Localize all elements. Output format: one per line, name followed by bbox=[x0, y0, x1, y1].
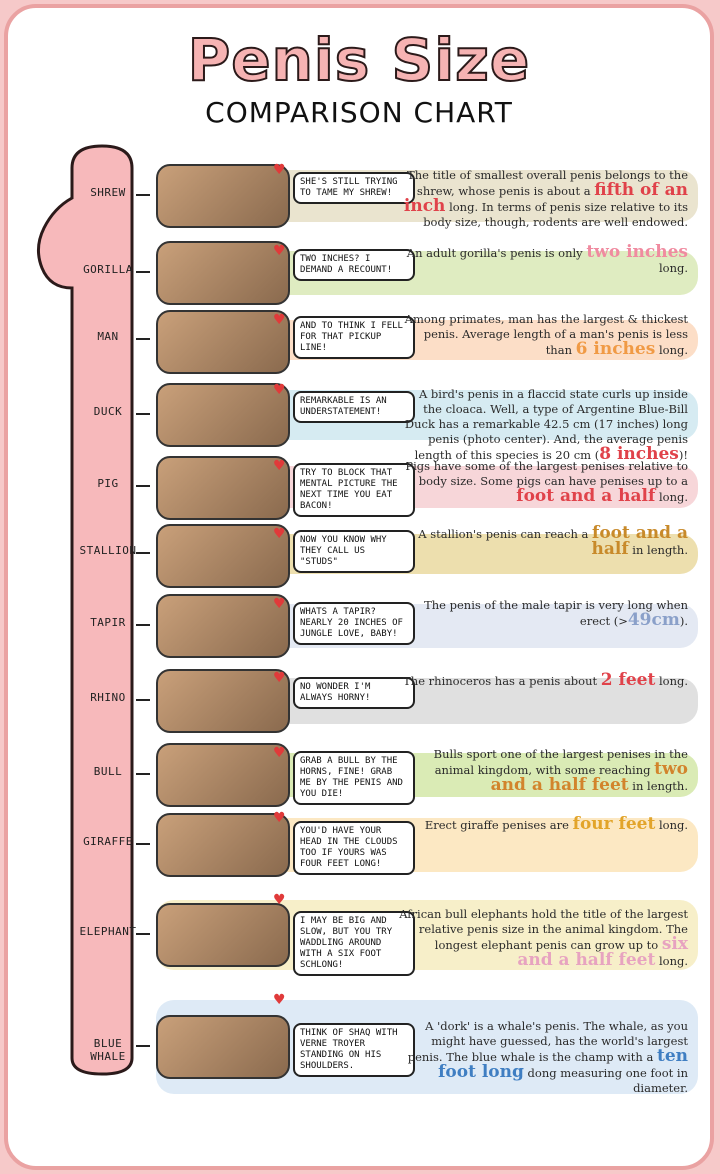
ruler-label: DUCK bbox=[93, 405, 123, 418]
animal-illustration bbox=[156, 1015, 290, 1079]
fact-post: in length. bbox=[628, 779, 688, 793]
fact-pre: A stallion's penis can reach a bbox=[418, 527, 593, 541]
ruler-tick bbox=[136, 552, 150, 554]
fact-post: long. bbox=[655, 818, 688, 832]
heart-icon: ♥ bbox=[273, 892, 286, 908]
fact-post: )! bbox=[678, 448, 688, 462]
heart-icon: ♥ bbox=[273, 745, 286, 761]
fact-post: long. bbox=[655, 954, 688, 968]
speech-bubble: NOW YOU KNOW WHY THEY CALL US "STUDS" bbox=[293, 530, 415, 573]
speech-bubble: NO WONDER I'M ALWAYS HORNY! bbox=[293, 677, 415, 709]
speech-bubble: REMARKABLE IS AN UNDERSTATEMENT! bbox=[293, 391, 415, 423]
row-bull bbox=[8, 743, 710, 803]
fact-text bbox=[398, 598, 688, 629]
fact-pre: Erect giraffe penises are bbox=[424, 818, 573, 832]
ruler-label: RHINO bbox=[90, 691, 126, 704]
ruler-label: MAN bbox=[97, 330, 119, 343]
row-tapir bbox=[8, 594, 710, 654]
fact-highlight: 8 inches bbox=[599, 444, 679, 464]
ruler-tick bbox=[136, 624, 150, 626]
fact-highlight: four feet bbox=[572, 814, 656, 834]
fact-post: long. In terms of penis size relative to its body size, though, rodents are well endowed. bbox=[423, 200, 688, 229]
fact-text bbox=[398, 387, 688, 463]
speech-bubble: SHE'S STILL TRYING TO TAME MY SHREW! bbox=[293, 172, 415, 204]
speech-bubble: YOU'D HAVE YOUR HEAD IN THE CLOUDS TOO IF YOURS WAS FOUR FEET LONG! bbox=[293, 821, 415, 875]
speech-bubble: TWO INCHES? I DEMAND A RECOUNT! bbox=[293, 249, 415, 281]
speech-bubble: THINK OF SHAQ WITH VERNE TROYER STANDING ON HIS SHOULDERS. bbox=[293, 1023, 415, 1077]
row-rhino bbox=[8, 668, 710, 730]
heart-icon: ♥ bbox=[273, 810, 286, 826]
fact-pre: An adult gorilla's penis is only bbox=[406, 246, 587, 260]
ruler-tick bbox=[136, 773, 150, 775]
fact-post: long. bbox=[655, 343, 688, 357]
fact-text bbox=[398, 670, 688, 690]
animal-illustration bbox=[156, 310, 290, 374]
row-giraffe bbox=[8, 808, 710, 878]
ruler-label: TAPIR bbox=[90, 616, 126, 629]
fact-post: long. bbox=[658, 261, 688, 275]
fact-highlight: 6 inches bbox=[575, 339, 656, 359]
fact-text bbox=[398, 242, 688, 276]
fact-highlight: 49cm bbox=[627, 610, 680, 630]
ruler-label: PIG bbox=[97, 477, 119, 490]
fact-highlight: 2 feet bbox=[600, 670, 656, 690]
animal-illustration bbox=[156, 669, 290, 733]
fact-pre: Among primates, man has the largest & thickest penis. Average length of a man's penis is less than bbox=[404, 312, 688, 357]
fact-text bbox=[398, 747, 688, 794]
fact-highlight: six and a half feet bbox=[517, 934, 688, 970]
speech-bubble: GRAB A BULL BY THE HORNS, FINE! GRAB ME BY THE PENIS AND YOU DIE! bbox=[293, 751, 415, 805]
heart-icon: ♥ bbox=[273, 382, 286, 398]
ruler-label: BULL bbox=[93, 765, 123, 778]
fact-pre: Bulls sport one of the largest penises in the animal kingdom, with some reaching bbox=[433, 747, 688, 777]
animal-illustration bbox=[156, 743, 290, 807]
ruler-label: GIRAFFE bbox=[83, 835, 133, 848]
heart-icon: ♥ bbox=[273, 243, 286, 259]
ruler-label: ELEPHANT bbox=[79, 925, 137, 938]
ruler-label: GORILLA bbox=[83, 263, 133, 276]
ruler-tick bbox=[136, 699, 150, 701]
ruler-tick bbox=[136, 271, 150, 273]
animal-illustration bbox=[156, 456, 290, 520]
fact-text bbox=[398, 1019, 688, 1096]
row-shrew bbox=[8, 160, 710, 228]
fact-pre: African bull elephants hold the title of the largest relative penis size in the animal kingdom. The longest elephant penis can grow up to bbox=[399, 907, 688, 952]
fact-pre: A bird's penis in a flaccid state curls up inside the cloaca. Well, a type of Argentine Blue-Bill Duck has a remarkable 42.5 cm (17 inches) long penis (photo center). And, the average penis length of this species is 20 cm ( bbox=[404, 387, 688, 462]
animal-illustration bbox=[156, 903, 290, 967]
row-duck bbox=[8, 380, 710, 464]
fact-text bbox=[398, 523, 688, 559]
speech-bubble: TRY TO BLOCK THAT MENTAL PICTURE THE NEXT TIME YOU EAT BACON! bbox=[293, 463, 415, 517]
ruler-tick bbox=[136, 338, 150, 340]
ruler-tick bbox=[136, 485, 150, 487]
fact-post: dong measuring one foot in diameter. bbox=[523, 1066, 688, 1095]
fact-pre: A 'dork' is a whale's penis. The whale, as you might have guessed, has the world's largest penis. The blue whale is the champ with a bbox=[407, 1019, 688, 1064]
fact-highlight: two inches bbox=[586, 242, 688, 262]
fact-post: long. bbox=[655, 674, 688, 688]
fact-highlight: ten foot long bbox=[438, 1046, 688, 1082]
fact-text bbox=[398, 907, 688, 969]
ruler-label: SHREW bbox=[90, 186, 126, 199]
ruler-tick bbox=[136, 1045, 150, 1047]
animal-illustration bbox=[156, 241, 290, 305]
animal-illustration bbox=[156, 383, 290, 447]
ruler-tick bbox=[136, 413, 150, 415]
speech-bubble: I MAY BE BIG AND SLOW, BUT YOU TRY WADDLING AROUND WITH A SIX FOOT SCHLONG! bbox=[293, 911, 415, 976]
ruler-tick bbox=[136, 843, 150, 845]
fact-text bbox=[398, 168, 688, 230]
fact-post: ). bbox=[679, 614, 688, 628]
ruler-tick bbox=[136, 933, 150, 935]
fact-text bbox=[398, 312, 688, 358]
row-gorilla bbox=[8, 241, 710, 301]
animal-illustration bbox=[156, 524, 290, 588]
heart-icon: ♥ bbox=[273, 162, 286, 178]
heart-icon: ♥ bbox=[273, 596, 286, 612]
animal-illustration bbox=[156, 594, 290, 658]
ruler-label: STALLION bbox=[79, 544, 137, 557]
animal-illustration bbox=[156, 813, 290, 877]
fact-pre: The title of smallest overall penis belongs to the shrew, whose penis is about a bbox=[407, 168, 688, 198]
heart-icon: ♥ bbox=[273, 670, 286, 686]
fact-pre: The rhinoceros has a penis about bbox=[403, 674, 601, 688]
row-blue-whale bbox=[8, 990, 710, 1100]
fact-text bbox=[398, 814, 688, 834]
fact-post: long. bbox=[655, 490, 688, 504]
ruler-label: BLUE WHALE bbox=[90, 1037, 126, 1063]
row-stallion bbox=[8, 524, 710, 580]
page-title: Penis Size bbox=[187, 26, 531, 94]
fact-highlight: fifth of an inch bbox=[403, 180, 688, 216]
row-elephant bbox=[8, 890, 710, 976]
fact-pre: The penis of the male tapir is very long when erect (> bbox=[424, 598, 688, 628]
heart-icon: ♥ bbox=[273, 526, 286, 542]
fact-pre: Pigs have some of the largest penises relative to body size. Some pigs can have penises up to a bbox=[405, 459, 688, 488]
row-pig bbox=[8, 456, 710, 514]
heart-icon: ♥ bbox=[273, 458, 286, 474]
speech-bubble: WHATS A TAPIR? NEARLY 20 INCHES OF JUNGLE LOVE, BABY! bbox=[293, 602, 415, 645]
fact-highlight: two and a half feet bbox=[490, 759, 688, 795]
fact-post: in length. bbox=[628, 543, 688, 557]
fact-highlight: foot and a half bbox=[516, 486, 656, 506]
ruler-tick bbox=[136, 194, 150, 196]
heart-icon: ♥ bbox=[273, 992, 286, 1008]
speech-bubble: AND TO THINK I FELL FOR THAT PICKUP LINE! bbox=[293, 316, 415, 359]
fact-highlight: foot and a half bbox=[591, 523, 688, 559]
animal-illustration bbox=[156, 164, 290, 228]
chart-frame bbox=[4, 4, 714, 1170]
heart-icon: ♥ bbox=[273, 312, 286, 328]
fact-text bbox=[398, 459, 688, 505]
page-subtitle: COMPARISON CHART bbox=[205, 96, 513, 129]
row-man bbox=[8, 310, 710, 366]
